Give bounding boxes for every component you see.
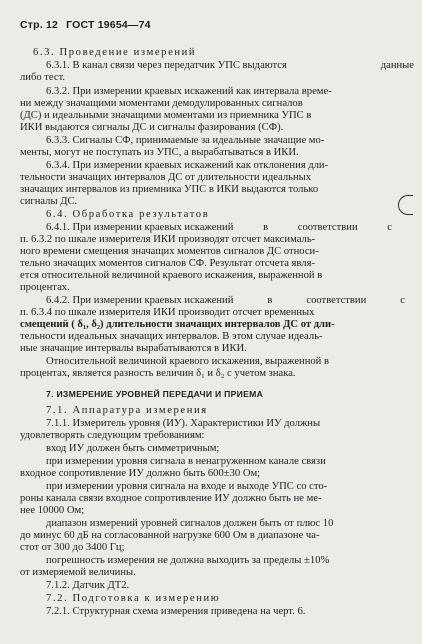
text-line: при измерении уровня сигнала на входе и выходе УПС со сто- bbox=[46, 481, 328, 492]
text-line: ни между значащими моментами демодулированных сигналов bbox=[20, 98, 303, 109]
text-word: соответствии bbox=[297, 222, 358, 233]
text-line: вход ИУ должен быть симметричным; bbox=[46, 443, 220, 454]
text-line: тельности значащих интервалов ДС от длительности идеальных bbox=[20, 172, 312, 183]
text-word: 6.4.1. При измерении краевых искажений bbox=[46, 222, 234, 233]
text-line: ного времени смещения значащих моментов сигналов ДС относи- bbox=[20, 246, 319, 257]
text-line: ИКИ выдаются сигналы ДС и сигналы фазирования (СФ). bbox=[20, 122, 284, 133]
text-line: ется относительной величиной краевого искажения, выраженной в bbox=[20, 270, 323, 281]
text-line: 7.1.1. Измеритель уровня (ИУ). Характеристики ИУ должны bbox=[46, 418, 321, 429]
text-line: 6.3.2. При измерении краевых искажений как интервала време- bbox=[46, 86, 332, 97]
text-line bbox=[46, 222, 392, 234]
text-line: 7.2. Подготовка к измерению bbox=[46, 593, 221, 604]
text-line: погрешность измерения не должна выходить за пределы ±10% bbox=[46, 555, 330, 566]
text-line: 6.3.4. При измерении краевых искажений как отклонения дли- bbox=[46, 160, 329, 171]
text-line: при измерении уровня сигнала в ненагруженном канале связи bbox=[46, 456, 326, 467]
text-line: входное сопротивление ИУ должно быть 600±30 Ом; bbox=[20, 468, 261, 479]
text-word: в bbox=[263, 222, 269, 233]
text-line: Относительной величиной краевого искажения, выраженной в bbox=[46, 356, 329, 367]
text-line: диапазон измерений уровней сигналов должен быть от плюс 10 bbox=[46, 518, 334, 529]
page-header bbox=[20, 19, 151, 31]
text-word: 6.4.2. При измерении краевых искажений bbox=[46, 295, 234, 306]
text-line: 7. ИЗМЕРЕНИЕ УРОВНЕЙ ПЕРЕДАЧИ И ПРИЕМА bbox=[46, 389, 264, 399]
text-line bbox=[46, 60, 414, 72]
text-line: процентах. bbox=[20, 282, 70, 293]
text-line: 7.2.1. Структурная схема измерения приведена на черт. 6. bbox=[46, 606, 306, 617]
binding-hole-mark bbox=[398, 195, 413, 215]
text-line: менты, могут не поступать из УПС, а вырабатываться в ИКИ. bbox=[20, 147, 299, 158]
text-line: значащих интервалов из приемника УПС в ИКИ выдаются только bbox=[20, 184, 319, 195]
text-line: тельно значащих моментов сигналов СФ. Результат отсчета явля- bbox=[20, 258, 315, 269]
text-word: данные bbox=[380, 60, 414, 71]
text-word: в bbox=[267, 295, 273, 306]
text-line: стот от 300 до 3400 Гц; bbox=[20, 542, 125, 553]
text-line: сигналы ДС. bbox=[20, 196, 78, 207]
text-line: (ДС) и идеальными значащими моментами из приемника УПС в bbox=[20, 110, 312, 121]
text-line: 7.1. Аппаратура измерения bbox=[46, 405, 208, 416]
text-line: удовлетворять следующим требованиям: bbox=[20, 430, 205, 441]
text-line: роны канала связи входное сопротивление ИУ должно быть не ме- bbox=[20, 493, 322, 504]
text-line: п. 6.3.4 по шкале измерителя ИКИ производит отсчет временных bbox=[20, 307, 315, 318]
text-line: от измеряемой величины. bbox=[20, 567, 136, 578]
text-word: с bbox=[400, 295, 405, 306]
text-word: с bbox=[387, 222, 392, 233]
text-line: до минус 60 дБ на согласованной нагрузке 600 Ом в диапазоне ча- bbox=[20, 530, 320, 541]
page-number: Стр. 12 bbox=[20, 19, 59, 31]
standard-code: ГОСТ 19654—74 bbox=[66, 19, 151, 31]
text-line: 6.3.3. Сигналы СФ, принимаемые за идеальные значащие мо- bbox=[46, 135, 325, 146]
text-line: либо тест. bbox=[20, 72, 66, 83]
text-line: смещений ( δ₁, δ₂) длительности значащих интервалов ДС от дли- bbox=[20, 319, 335, 330]
text-line: 7.1.2. Датчик ДТ2. bbox=[46, 580, 130, 591]
text-line: 6.4. Обработка результатов bbox=[46, 209, 210, 220]
text-line: п. 6.3.2 по шкале измерителя ИКИ производят отсчет максималь- bbox=[20, 234, 316, 245]
text-line bbox=[46, 295, 405, 307]
text-word: 6.3.1. В канал связи через передатчик УПС выдаются bbox=[46, 60, 287, 71]
text-line: ные значащие интервалы вырабатываются в ИКИ. bbox=[20, 343, 247, 354]
text-line: процентах, является разность величин δ₁ и δ₂ с учетом знака. bbox=[20, 368, 296, 379]
text-line: тельности идеальных значащих интервалов. В этом случае идеаль- bbox=[20, 331, 323, 342]
text-word: соответствии bbox=[306, 295, 367, 306]
text-line: 6.3. Проведение измерений bbox=[33, 47, 197, 58]
text-line: нее 10000 Ом; bbox=[20, 505, 85, 516]
